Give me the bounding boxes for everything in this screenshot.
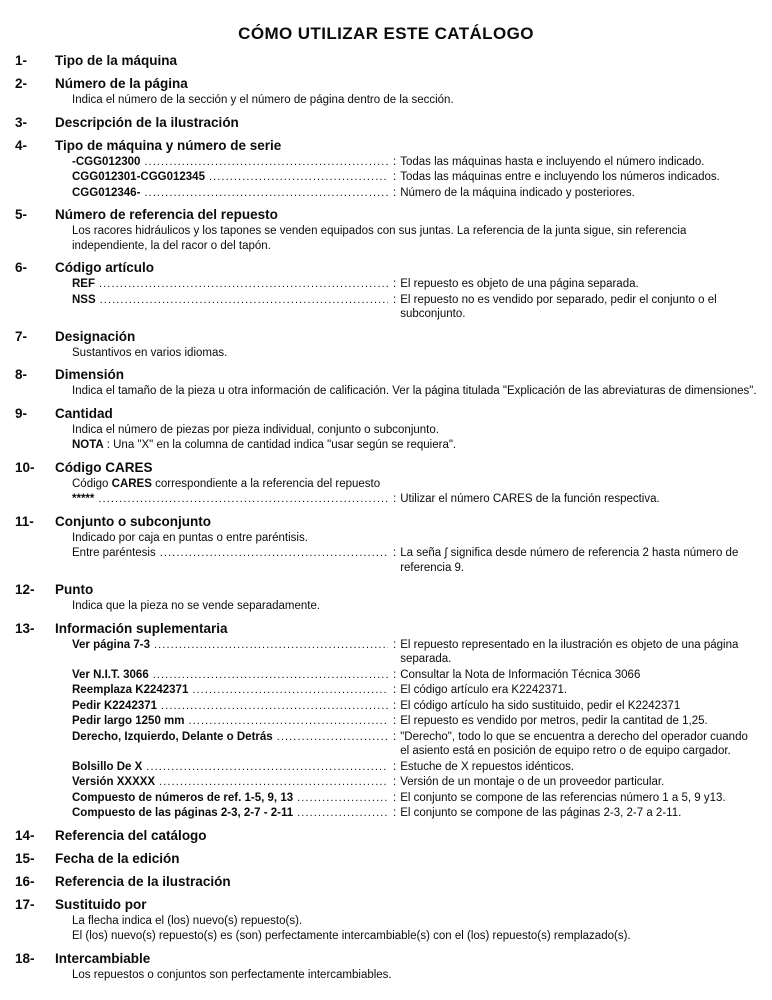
item-number: 18-	[15, 950, 35, 966]
definition-term: Entre paréntesis	[72, 547, 156, 559]
item-heading	[0, 950, 772, 967]
dot-leader	[209, 170, 388, 185]
definition-term: Reemplaza K2242371	[72, 684, 189, 696]
body-text: correspondiente a la referencia del repuesto	[151, 477, 381, 490]
dot-leader	[297, 806, 388, 821]
catalog-item-9	[0, 405, 772, 453]
definition-colon: :	[393, 186, 397, 199]
definition-desc: El repuesto no es vendido por separado, pedir el conjunto o el subconjunto.	[400, 293, 717, 320]
item-title: Sustituido por	[55, 896, 147, 912]
definition-colon: :	[393, 278, 397, 290]
dot-leader	[159, 775, 388, 790]
item-heading	[0, 873, 772, 890]
item-heading	[0, 405, 772, 422]
item-title: Dimensión	[55, 367, 125, 382]
definition-row	[72, 186, 756, 201]
item-number: 10-	[15, 459, 35, 475]
item-number: 9-	[15, 405, 28, 421]
definition-desc: La seña ∫ significa desde número de referencia 2 hasta número de referencia 9.	[400, 547, 739, 574]
definition-row	[72, 806, 756, 821]
item-number: 6-	[15, 260, 28, 275]
catalog-item-14	[0, 827, 772, 844]
item-title: Tipo de máquina y número de serie	[55, 137, 282, 153]
body-text: Código	[72, 477, 112, 490]
definition-row	[72, 546, 756, 575]
item-number: 5-	[15, 207, 28, 222]
item-title: Cantidad	[55, 405, 113, 421]
item-body-line	[72, 477, 758, 492]
item-title: Código artículo	[55, 260, 154, 275]
definition-row	[72, 699, 756, 714]
definition-desc: Estuche de X repuestos idénticos.	[400, 760, 575, 773]
item-note-line	[72, 438, 758, 453]
definition-colon: :	[393, 638, 397, 651]
definition-row	[72, 730, 756, 759]
catalog-item-12	[0, 581, 772, 614]
definition-desc: Utilizar el número CARES de la función respectiva.	[400, 493, 660, 505]
item-title: Número de referencia del repuesto	[55, 207, 278, 222]
catalog-item-16	[0, 873, 772, 890]
definition-colon: :	[393, 791, 397, 804]
definition-colon: :	[393, 171, 397, 183]
catalog-item-3	[0, 114, 772, 131]
definition-term: CGG012346-	[72, 186, 141, 199]
definition-colon: :	[393, 668, 397, 681]
dot-leader	[144, 155, 388, 170]
definition-term: Bolsillo De X	[72, 760, 143, 773]
catalog-item-1	[0, 52, 772, 69]
dot-leader	[99, 277, 388, 292]
catalog-item-2	[0, 75, 772, 108]
definition-row	[72, 668, 756, 683]
item-heading	[0, 52, 772, 69]
definition-desc: El código artículo ha sido sustituido, pedir el K2242371	[400, 699, 681, 712]
definition-desc: El repuesto es objeto de una página separada.	[400, 278, 639, 290]
item-body-line: Sustantivos en varios idiomas.	[72, 346, 228, 359]
item-number: 17-	[15, 896, 35, 912]
definition-colon: :	[393, 547, 397, 559]
definition-colon: :	[393, 807, 397, 819]
definition-colon: :	[393, 493, 397, 505]
item-heading	[0, 75, 772, 92]
item-number: 8-	[15, 367, 28, 382]
item-body-line: Indica que la pieza no se vende separadamente.	[72, 600, 321, 612]
definition-term: Compuesto de números de ref. 1-5, 9, 13	[72, 791, 294, 804]
definition-desc: Consultar la Nota de Información Técnica 3066	[400, 668, 641, 681]
dot-leader	[153, 668, 388, 683]
catalog-item-10	[0, 459, 772, 507]
item-body-line: La flecha indica el (los) nuevo(s) repuesto(s).	[72, 914, 303, 927]
item-number: 13-	[15, 620, 35, 636]
definition-colon: :	[393, 293, 397, 306]
item-heading	[0, 513, 772, 530]
definition-term: CGG012301-CGG012345	[72, 171, 205, 183]
definition-row	[72, 277, 756, 292]
item-body-line: Indica el número de la sección y el número de página dentro de la sección.	[72, 94, 454, 106]
catalog-item-7	[0, 328, 772, 361]
definition-colon: :	[393, 776, 397, 788]
definition-term: REF	[72, 278, 95, 290]
definition-term: Compuesto de las páginas 2-3, 2-7 - 2-11	[72, 807, 294, 819]
definition-term: Versión XXXXX	[72, 776, 156, 788]
definition-term: Ver N.I.T. 3066	[72, 668, 149, 681]
item-title: Información suplementaria	[55, 620, 228, 636]
item-title: Referencia del catálogo	[55, 827, 207, 843]
item-heading	[0, 581, 772, 598]
note-text: : Una "X" en la columna de cantidad indica "usar según se requiera".	[106, 439, 457, 451]
definition-desc: El código artículo era K2242371.	[400, 684, 568, 696]
definition-term: -CGG012300	[72, 155, 141, 168]
item-title: Descripción de la ilustración	[55, 114, 239, 130]
definition-desc: Todas las máquinas hasta e incluyendo el número indicado.	[400, 155, 705, 168]
dot-leader	[161, 699, 388, 714]
definition-row	[72, 760, 756, 775]
definition-term: Ver página 7-3	[72, 638, 150, 651]
item-title: Designación	[55, 328, 136, 344]
item-heading	[0, 114, 772, 131]
item-body-line: Indica el número de piezas por pieza individual, conjunto o subconjunto.	[72, 423, 439, 436]
definition-colon: :	[393, 730, 397, 743]
item-heading	[0, 850, 772, 867]
definition-desc: Número de la máquina indicado y posteriores.	[400, 186, 635, 199]
dot-leader	[192, 683, 388, 698]
definition-row	[72, 638, 756, 667]
definition-row	[72, 791, 756, 806]
item-body-line: Los racores hidráulicos y los tapones se venden equipados con sus juntas. La referencia de la junta sigue, sin referencia independiente, la del racor o del tapón.	[72, 225, 687, 252]
item-heading	[0, 366, 772, 383]
dot-leader	[277, 730, 388, 759]
definition-row	[72, 293, 756, 322]
item-title: Conjunto o subconjunto	[55, 513, 211, 529]
dot-leader	[98, 492, 388, 507]
item-heading	[0, 206, 772, 223]
dot-leader	[297, 791, 388, 806]
definition-colon: :	[393, 684, 397, 696]
definition-desc: Todas las máquinas entre e incluyendo los números indicados.	[400, 171, 720, 183]
item-body-line: Los repuestos o conjuntos son perfectamente intercambiables.	[72, 968, 392, 981]
item-number: 11-	[15, 513, 34, 529]
definition-row	[72, 492, 756, 507]
item-number: 3-	[15, 114, 28, 130]
definition-term: NSS	[72, 293, 96, 306]
catalog-item-5	[0, 206, 772, 253]
item-body-line: Indicado por caja en puntas o entre paréntisis.	[72, 531, 308, 544]
item-title: Código CARES	[55, 459, 153, 475]
definition-colon: :	[393, 699, 397, 712]
definition-desc: El conjunto se compone de las referencias número 1 a 5, 9 y13.	[400, 791, 726, 804]
definition-row	[72, 170, 756, 185]
definition-term: Derecho, Izquierdo, Delante o Detrás	[72, 730, 273, 743]
catalog-item-15	[0, 850, 772, 867]
catalog-item-13	[0, 620, 772, 821]
definition-desc: El repuesto es vendido por metros, pedir la cantitad de 1,25.	[400, 715, 708, 727]
definition-colon: :	[393, 715, 397, 727]
item-heading	[0, 620, 772, 637]
definition-row	[72, 775, 756, 790]
item-heading	[0, 827, 772, 844]
definition-desc: "Derecho", todo lo que se encuentra a derecho del operador cuando el asiento está en posición de equipo retro o de equipo cargador.	[400, 730, 748, 757]
definition-term: *****	[72, 493, 95, 505]
dot-leader	[146, 760, 388, 775]
definition-desc: El conjunto se compone de las páginas 2-3, 2-7 a 2-11.	[400, 807, 682, 819]
dot-leader	[100, 293, 388, 322]
catalog-item-8	[0, 366, 772, 399]
definition-colon: :	[393, 760, 397, 773]
item-number: 14-	[15, 827, 35, 843]
catalog-item-11	[0, 513, 772, 576]
definition-row	[72, 714, 756, 729]
definition-colon: :	[393, 155, 397, 168]
catalog-item-18	[0, 950, 772, 983]
body-text-bold: CARES	[111, 477, 152, 490]
item-heading	[0, 896, 772, 913]
item-heading	[0, 459, 772, 476]
item-number: 16-	[15, 873, 35, 889]
dot-leader	[154, 638, 388, 667]
dot-leader	[144, 186, 388, 201]
item-body-line: Indica el tamaño de la pieza u otra información de calificación. Ver la página titulada "Explicación de las abreviaturas de dimensiones".	[72, 385, 757, 397]
dot-leader	[189, 714, 389, 729]
item-heading	[0, 328, 772, 345]
catalog-item-4	[0, 137, 772, 201]
item-body-line: El (los) nuevo(s) repuesto(s) es (son) perfectamente intercambiable(s) con el (los) repuesto(s) remplazado(s).	[72, 930, 631, 942]
catalog-item-17	[0, 896, 772, 944]
dot-leader	[160, 546, 388, 575]
item-number: 2-	[15, 76, 28, 91]
item-title: Fecha de la edición	[55, 850, 180, 866]
item-number: 7-	[15, 328, 28, 344]
definition-row	[72, 155, 756, 170]
item-number: 15-	[15, 850, 35, 866]
item-heading	[0, 137, 772, 154]
catalog-item-6	[0, 259, 772, 322]
note-label: NOTA	[72, 439, 104, 451]
definition-desc: Versión de un montaje o de un proveedor particular.	[400, 776, 665, 788]
item-title: Referencia de la ilustración	[55, 873, 231, 889]
definition-desc: El repuesto representado en la ilustración es objeto de una página separada.	[400, 638, 739, 665]
item-number: 1-	[15, 53, 28, 68]
item-title: Número de la página	[55, 76, 188, 91]
item-heading	[0, 259, 772, 276]
item-title: Punto	[55, 582, 94, 597]
definition-row	[72, 683, 756, 698]
item-number: 12-	[15, 582, 35, 597]
item-title: Intercambiable	[55, 950, 151, 966]
definition-term: Pedir largo 1250 mm	[72, 715, 185, 727]
page-title: CÓMO UTILIZAR ESTE CATÁLOGO	[238, 24, 534, 43]
definition-term: Pedir K2242371	[72, 699, 158, 712]
item-number: 4-	[15, 137, 28, 153]
item-title: Tipo de la máquina	[55, 53, 178, 68]
